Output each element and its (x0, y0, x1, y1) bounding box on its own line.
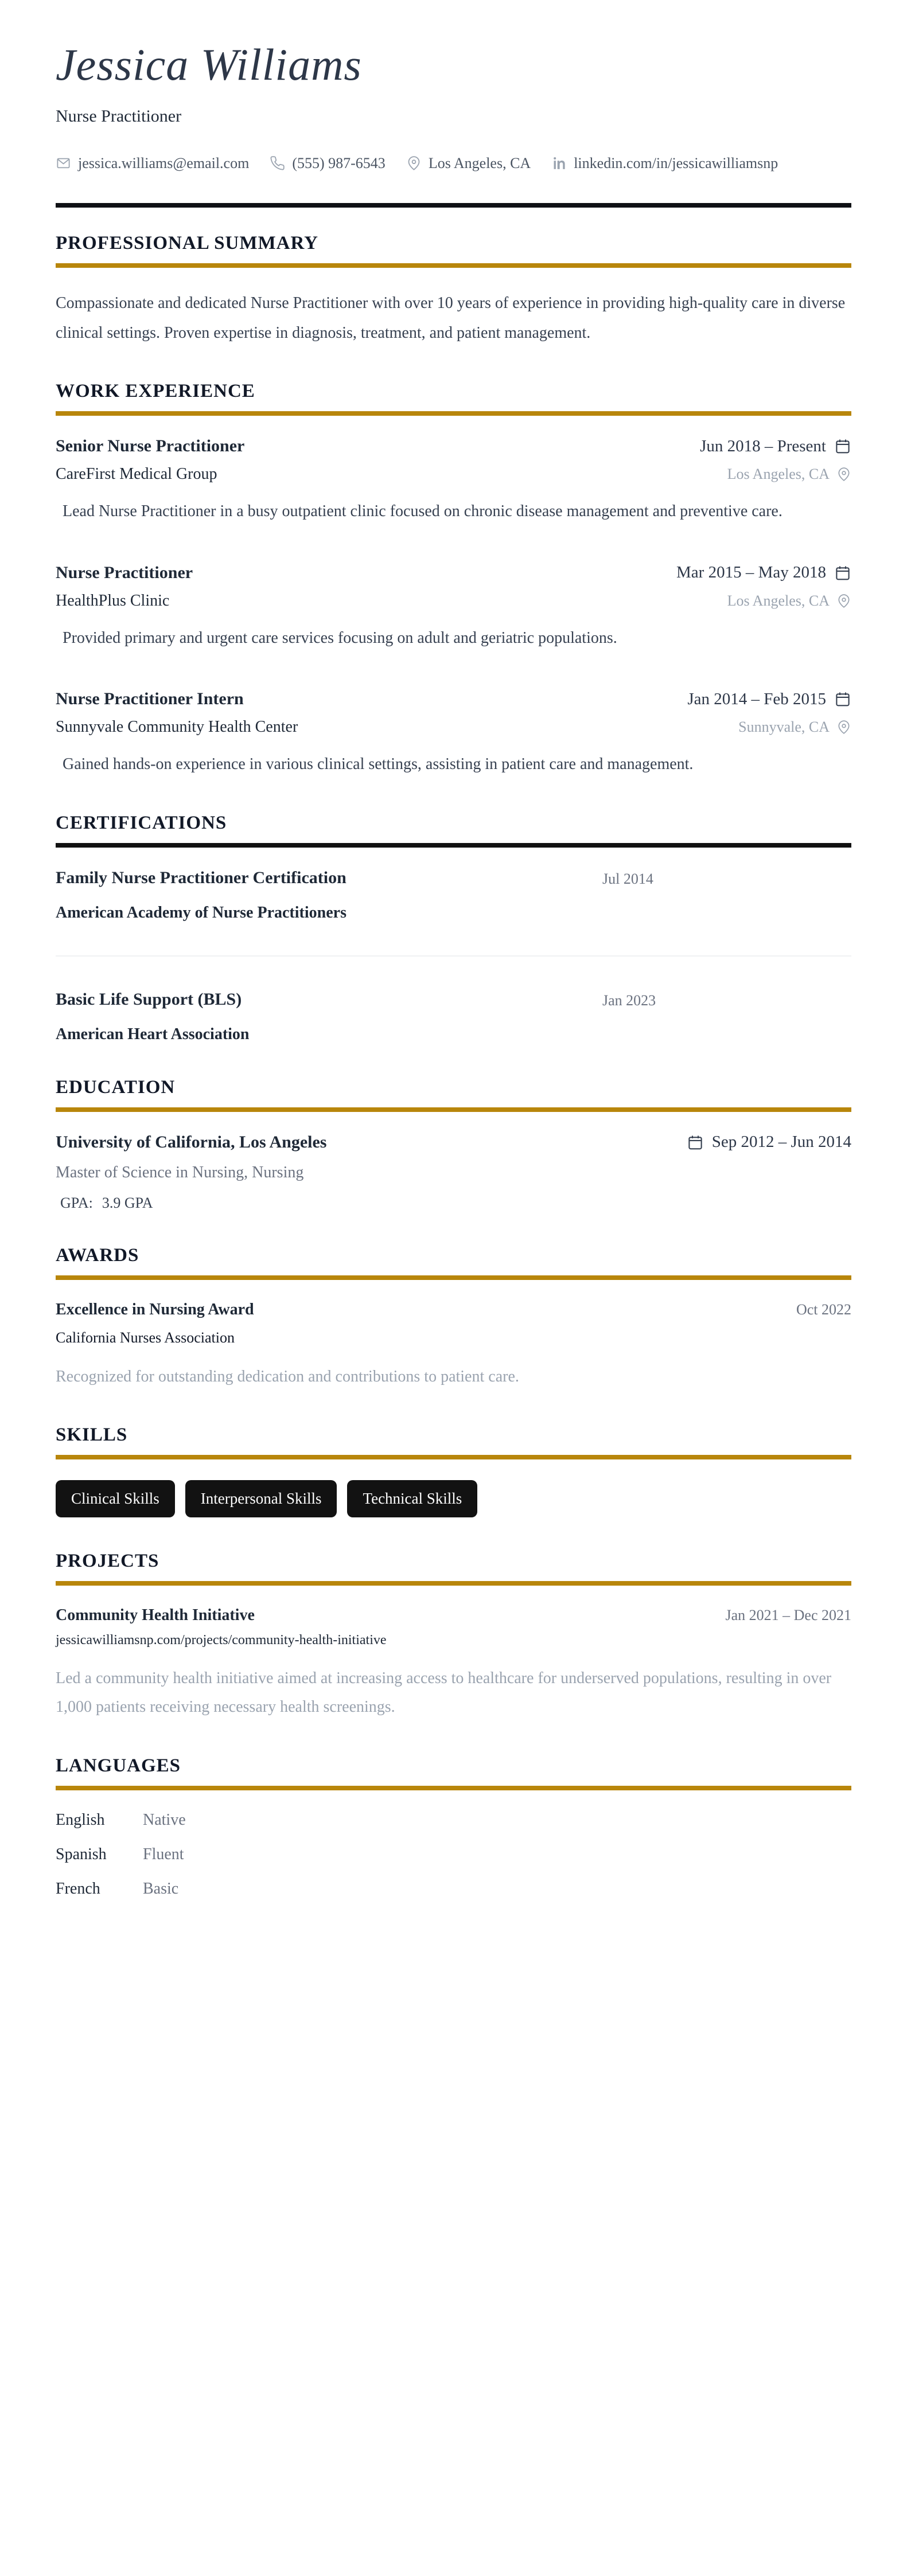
skill-chip: Clinical Skills (56, 1480, 175, 1517)
work-heading: WORK EXPERIENCE (56, 381, 255, 402)
job-date (676, 563, 851, 582)
education-date-text: Sep 2012 – Jun 2014 (711, 1133, 851, 1152)
job-location (727, 592, 851, 610)
projects-heading: PROJECTS (56, 1550, 159, 1571)
section-certifications (56, 813, 851, 1044)
calendar-icon (834, 690, 851, 708)
section-education (56, 1077, 851, 1212)
contact-phone-text: (555) 987-6543 (292, 154, 386, 171)
certification-divider (56, 955, 851, 957)
skill-chip: Interpersonal Skills (185, 1480, 337, 1517)
summary-underline (56, 263, 851, 268)
job-title: Nurse Practitioner (56, 563, 193, 582)
linkedin-icon (551, 155, 567, 171)
awards-heading: AWARDS (56, 1244, 139, 1266)
project-title: Community Health Initiative (56, 1606, 255, 1624)
section-professional-summary (56, 233, 851, 348)
section-awards (56, 1245, 851, 1391)
language-level: Basic (143, 1879, 179, 1898)
calendar-icon (834, 438, 851, 455)
mail-icon (56, 155, 71, 171)
gpa-value: 3.9 GPA (102, 1194, 153, 1211)
summary-heading: PROFESSIONAL SUMMARY (56, 232, 318, 253)
job-title: Senior Nurse Practitioner (56, 436, 245, 456)
education-school: University of California, Los Angeles (56, 1132, 327, 1152)
languages-underline (56, 1786, 851, 1790)
job-entry (56, 563, 851, 653)
certifications-heading: CERTIFICATIONS (56, 812, 227, 833)
education-heading: EDUCATION (56, 1076, 176, 1098)
certification-name: Family Nurse Practitioner Certification (56, 868, 347, 887)
languages-table (56, 1811, 851, 1898)
awards-underline (56, 1275, 851, 1280)
project-date: Jan 2021 – Dec 2021 (725, 1606, 851, 1623)
job-date (687, 690, 851, 709)
certifications-underline (56, 843, 851, 848)
section-skills (56, 1424, 851, 1517)
job-description: Lead Nurse Practitioner in a busy outpatient clinic focused on chronic disease management and preventive care. (63, 502, 782, 521)
work-underline (56, 411, 851, 416)
certification-issuer: American Academy of Nurse Practitioners (56, 903, 347, 922)
job-date-text: Jun 2018 – Present (700, 436, 826, 455)
job-company: HealthPlus Clinic (56, 591, 170, 610)
language-level: Native (143, 1810, 186, 1829)
certification-entry (56, 868, 851, 922)
award-title: Excellence in Nursing Award (56, 1300, 254, 1318)
skills-underline (56, 1455, 851, 1459)
job-date-text: Jan 2014 – Feb 2015 (687, 689, 826, 708)
job-title: Nurse Practitioner Intern (56, 689, 244, 709)
language-name: French (56, 1879, 100, 1898)
section-work-experience (56, 381, 851, 779)
language-name: English (56, 1810, 105, 1829)
languages-heading: LANGUAGES (56, 1755, 181, 1776)
job-location-text: Sunnyvale, CA (738, 719, 830, 736)
person-name: Jessica Williams (56, 40, 362, 89)
summary-paragraph: Compassionate and dedicated Nurse Practitioner with over 10 years of experience in providing high-quality care in diverse clinical settings. Proven expertise in diagnosis, treatment, and patient management. (56, 294, 846, 342)
skills-heading: SKILLS (56, 1424, 128, 1445)
award-date: Oct 2022 (796, 1301, 851, 1318)
location-pin-icon (406, 155, 422, 171)
contact-linkedin[interactable] (551, 155, 778, 172)
education-gpa (56, 1195, 851, 1212)
job-date-text: Mar 2015 – May 2018 (676, 563, 826, 582)
certification-issuer: American Heart Association (56, 1025, 250, 1043)
language-level: Fluent (143, 1845, 184, 1863)
header-divider (56, 203, 851, 208)
job-description: Provided primary and urgent care services focusing on adult and geriatric populations. (63, 629, 617, 647)
certification-entry (56, 990, 851, 1044)
contact-row (56, 155, 851, 172)
job-description: Gained hands-on experience in various clinical settings, assisting in patient care and management. (63, 755, 694, 774)
certification-date: Jan 2023 (602, 992, 656, 1009)
certification-date: Jul 2014 (602, 870, 653, 887)
job-entry (56, 689, 851, 779)
job-company: CareFirst Medical Group (56, 465, 217, 483)
contact-location-text: Los Angeles, CA (428, 154, 531, 171)
job-location (727, 466, 851, 483)
calendar-icon (687, 1134, 704, 1151)
job-location (738, 719, 851, 736)
job-entry (56, 436, 851, 526)
contact-email-text: jessica.williams@email.com (78, 154, 250, 171)
calendar-icon (834, 564, 851, 581)
contact-email[interactable] (56, 155, 249, 172)
skill-chip: Technical Skills (347, 1480, 477, 1517)
job-date (700, 437, 851, 456)
section-projects (56, 1551, 851, 1722)
project-description: Led a community health initiative aimed at increasing access to healthcare for underserved populations, resulting in over 1,000 patients receiving necessary health screenings. (56, 1669, 832, 1716)
job-company: Sunnyvale Community Health Center (56, 718, 298, 736)
contact-phone (270, 155, 385, 172)
map-pin-icon (836, 594, 851, 608)
language-name: Spanish (56, 1845, 107, 1863)
map-pin-icon (836, 467, 851, 482)
projects-underline (56, 1581, 851, 1586)
award-description: Recognized for outstanding dedication and contributions to patient care. (56, 1367, 519, 1385)
education-degree: Master of Science in Nursing, Nursing (56, 1163, 304, 1181)
gpa-label: GPA: (60, 1194, 93, 1211)
phone-icon (270, 155, 285, 171)
certification-name: Basic Life Support (BLS) (56, 989, 242, 1009)
job-location-text: Los Angeles, CA (727, 592, 830, 609)
education-date (687, 1133, 851, 1152)
education-underline (56, 1107, 851, 1112)
person-job-title: Nurse Practitioner (56, 106, 182, 126)
map-pin-icon (836, 720, 851, 735)
skills-chip-row (56, 1480, 851, 1517)
job-location-text: Los Angeles, CA (727, 466, 830, 483)
contact-linkedin-text: linkedin.com/in/jessicawilliamsnp (574, 154, 778, 171)
project-url[interactable]: jessicawilliamsnp.com/projects/community-health-initiative (56, 1632, 387, 1648)
section-languages (56, 1755, 851, 1898)
award-issuer: California Nurses Association (56, 1329, 235, 1346)
contact-location (406, 155, 531, 172)
